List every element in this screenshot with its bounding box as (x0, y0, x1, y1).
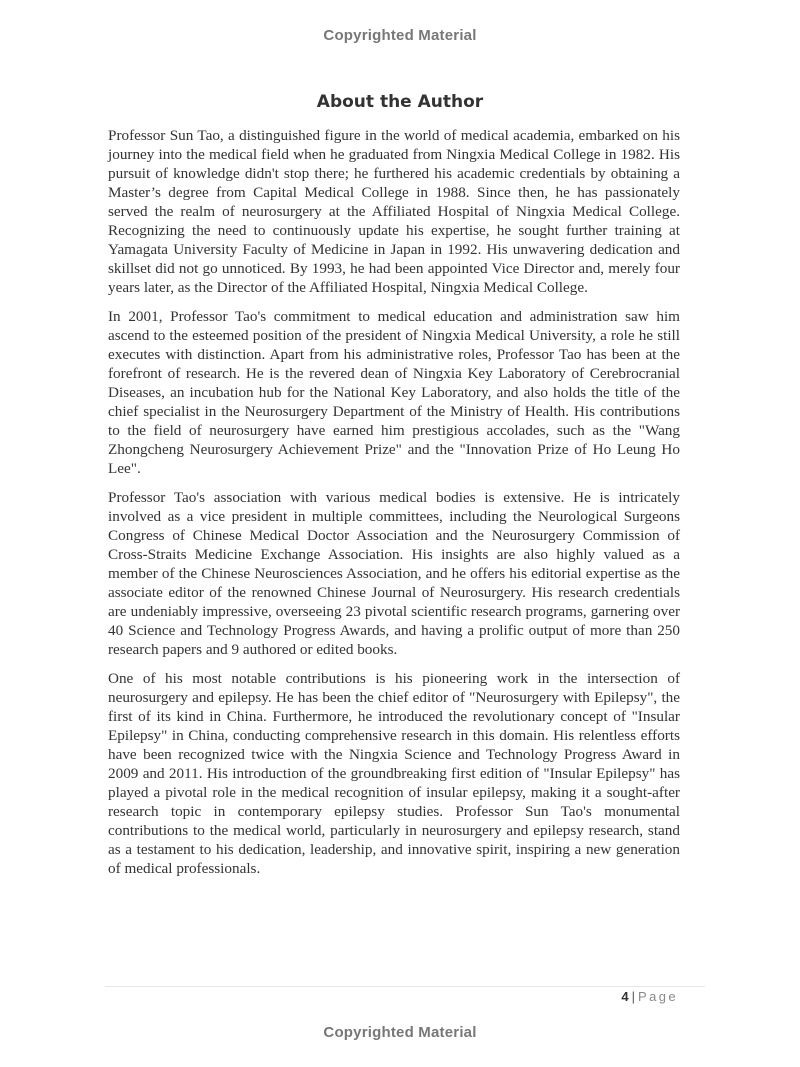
page-title: About the Author (316, 92, 484, 112)
page-number-value: 4 (621, 989, 629, 1004)
page-number (560, 989, 678, 1004)
footer-divider (105, 986, 705, 987)
paragraph-associations: Professor Tao's association with various medical bodies is extensive. He is intricately involved as a vice president in multiple committees, including the Neurological Surgeons Congress of Chinese Medical Doctor Association and the Neurosurgery Commission of Cross-Straits Medicine Exchange Association. His insights are also highly valued as a member of the Chinese Neurosciences Association, and he offers his editorial expertise as the associate editor of the renowned Chinese Journal of Neurosurgery. His research credentials are undeniably impressive, overseeing 23 pivotal scientific research programs, garnering over 40 Science and Technology Progress Awards, and having a prolific output of more than 250 research papers and 9 authored or edited books. (108, 489, 680, 658)
paragraph-presidency: In 2001, Professor Tao's commitment to medical education and administration saw him ascend to the esteemed position of the president of Ningxia Medical University, a role he still executes with distinction. Apart from his administrative roles, Professor Tao has been at the forefront of research. He is the revered dean of Ningxia Key Laboratory of Cerebrocranial Diseases, an incubation hub for the National Key Laboratory, and also holds the title of the chief specialist in the Neurosurgery Department of the Ministry of Health. His contributions to the field of neurosurgery have earned him prestigious accolades, such as the "Wang Zhongcheng Neurosurgery Achievement Prize" and the "Innovation Prize of Ho Leung Ho Lee". (108, 308, 680, 477)
page-number-separator: | (631, 989, 636, 1004)
author-biography (108, 126, 680, 888)
copyright-watermark-bottom: Copyrighted Material (323, 1024, 477, 1041)
paragraph-education: Professor Sun Tao, a distinguished figure in the world of medical academia, embarked on his journey into the medical field when he graduated from Ningxia Medical College in 1982. His pursuit of knowledge didn't stop there; he furthered his academic credentials by obtaining a Master’s degree from Capital Medical College in 1988. Since then, he has passionately served the realm of neurosurgery at the Affiliated Hospital of Ningxia Medical College. Recognizing the need to continuously update his expertise, he sought further training at Yamagata University Faculty of Medicine in Japan in 1992. His unwavering dedication and skillset did not go unnoticed. By 1993, he had been appointed Vice Director and, merely four years later, as the Director of the Affiliated Hospital, Ningxia Medical College. (108, 127, 680, 296)
copyright-watermark-top: Copyrighted Material (323, 27, 477, 44)
paragraph-epilepsy-work: One of his most notable contributions is his pioneering work in the intersection of neurosurgery and epilepsy. He has been the chief editor of "Neurosurgery with Epilepsy", the first of its kind in China. Furthermore, he introduced the revolutionary concept of "Insular Epilepsy" in China, conducting comprehensive research in this domain. His relentless efforts have been recognized twice with the Ningxia Science and Technology Progress Award in 2009 and 2011. His introduction of the groundbreaking first edition of "Insular Epilepsy" has played a pivotal role in the medical recognition of insular epilepsy, making it a sought-after research topic in contemporary epilepsy studies. Professor Sun Tao's monumental contributions to the medical world, particularly in neurosurgery and epilepsy research, stand as a testament to his dedication, leadership, and innovative spirit, inspiring a new generation of medical professionals. (108, 670, 680, 877)
page-label: Page (638, 989, 678, 1004)
